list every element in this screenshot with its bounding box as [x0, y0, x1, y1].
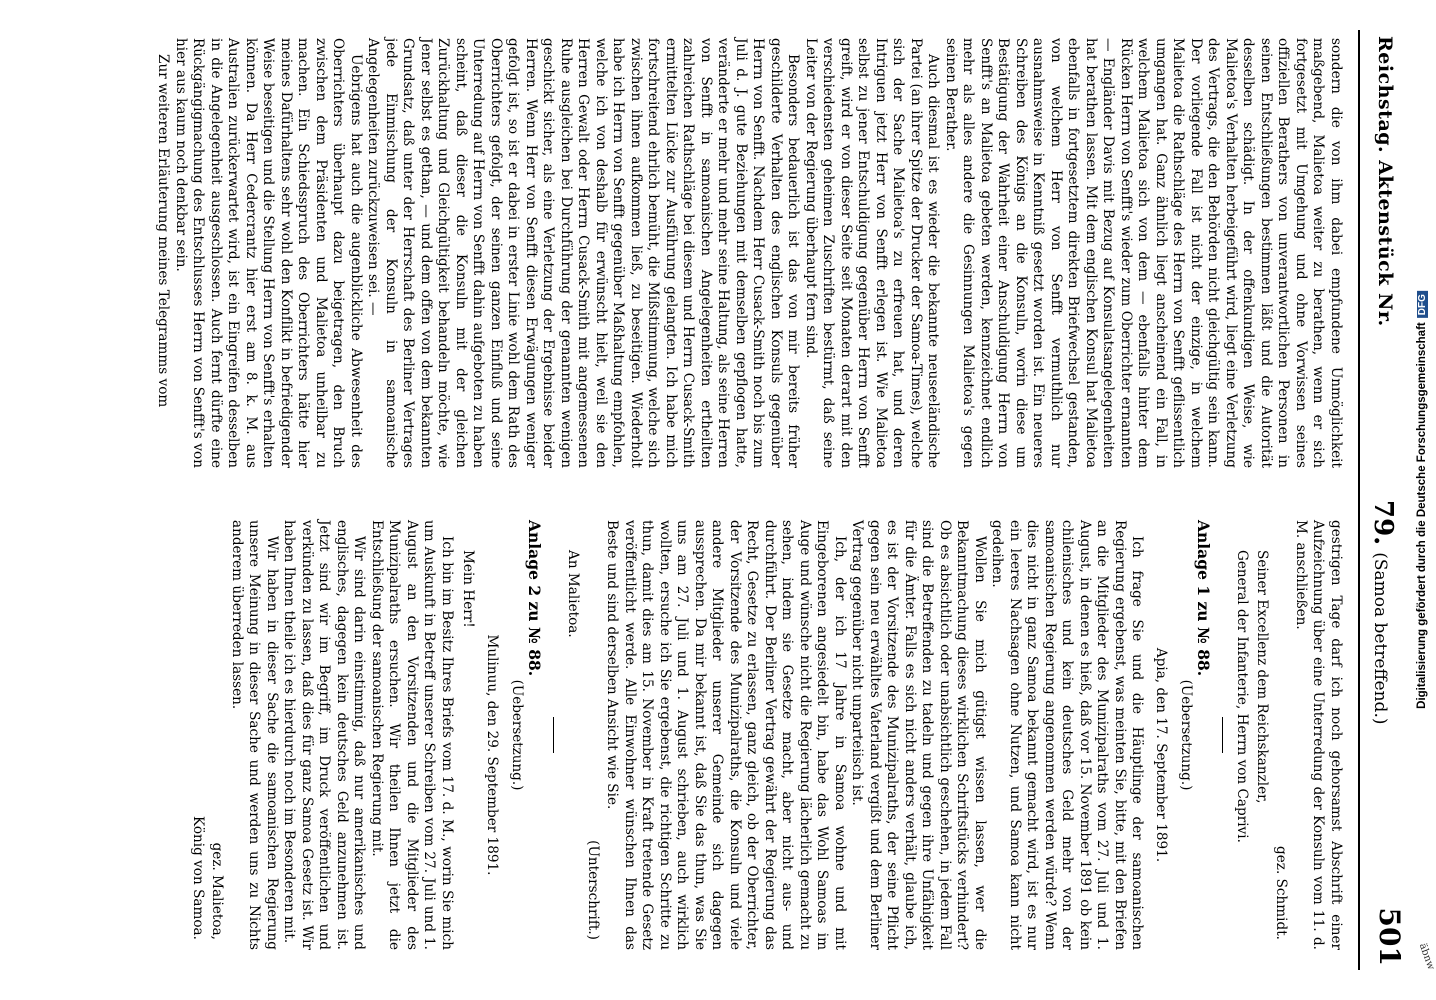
page-header	[1358, 30, 1410, 970]
credit-text: Digitalisierung gefördert durch die Deutsche Forschungsgemeinschaft	[1416, 322, 1428, 709]
paragraph: Besonders bedauerlich ist das von mir bereits früher geschilderte Verhalten des englischen Konsuls gegenüber Herrn von Senfft. Nachdem Herr Cusack-Smith noch bis zum Juli d. J. gute Beziehungen mit demselben gepflogen hatte, veränderte er mehr und mehr seine Haltung, als seine Herren von Senfft in samoanischen Angelegenheiten ertheilten zahlreichen Rathschläge bei diesem und Herrn Cusack-Smith ermittelten Lücke zur Ausführung gelangten. Ich habe mich fortschreitend ehrlich bemüht, die Mißstimmung, welche sich zwischen ihnen aufkommen ließ, zu beseitigen. Wiederholt habe ich Herrn von Senfft gegenüber Maßhaltung empfohlen, welche ich von deshalb für erwünscht hielt, weil sie den Herren Gewalt oder Herrn Cusack-Smith mit angemessenen Ruhe ausgleichen bei Durchführung der genannten wenigen geschickt sicher, als eine Verletzung der Ergebnisse beider Herren. Wenn Herr von Senfft diesen Erwägungen weniger gefolgt ist, so ist er dabei in erster Linie wohl dem Rath des Oberrichters gefolgt, der seinen ganzen Einfluß und seine Unterredung auf Herrn von Senfft dahin aufgeboten zu haben scheint, daß dieser die Konsuln mit der gleichen Zurückhaltung und Gleichgültigkeit behandeln möchte, wie Jener selbst es gethan, — und dem offen von dem bekannten Grundsatz, daß unter der Herrschaft des Berliner Vertrages jede Einmischung der Konsuln in samoanische Angelegenheiten zurückzuweisen sei. —	[365, 38, 802, 468]
attachment-subheading: (Uebersetzung.)	[509, 679, 526, 791]
paragraph: gestrigen Tage darf ich noch gehorsamst Abschrift einer Aufzeichnung über eine Unterredung der Konsuln vom 11. d. M. anschließen.	[1293, 520, 1344, 950]
right-column	[187, 520, 1345, 950]
addressee-line: General der Infanterie, Herrn von Caprivi.	[1234, 550, 1251, 843]
paragraph: sondern die von ihm dabei empfundene Unmöglichkeit maßgebend, Malietoa weiter zu berathen, wenn er sich fortgesetzt mit Umgehung und ohne Vorwissen seines offiziellen Berathers von unverantwortlichen Personen in seinen Entschließungen bestimmen läßt und die Autorität desselben schädigt. In der offenkundigen Weise, wie Malietoa's Verhalten herbeigeführt wird, liegt eine Verletzung des Vertrags, die den Behörden nicht gleichgültig sein kann. Der vorliegende Fall ist nicht der einzige, in welchem Malietoa die Rathschläge des Herrn von Senfft geflissentlich umgangen hat. Ganz ähnlich liegt anscheinend ein Fall, in welchem Malietoa sich von dem — ebenfalls hinter dem Rücken Herrn von Senfft's wieder zum Oberrichter ernannten — Engländer Davis mit Bezug auf Konsulatsangelegenheiten hat berathen lassen. Mit dem englischen Konsul hat Malietoa ebenfalls in fortgesetztem direkten Briefwechsel gestanden, von welchem Herr von Senfft vermuthlich nur ausnahmsweise in Kenntniß gesetzt worden ist. Ein neueres Schreiben des Königs an die Konsuln, worin diese um Bestätigung der Wahrheit einer Anschuldigung Herrn von Senfft's an Malietoa gebeten werden, kennzeichnet endlich mehr als alles andere die Gesinnungen Malietoa's gegen seinen Berather.	[943, 38, 1344, 468]
paragraph: Uebrigens hat auch die augenblickliche Abwesenheit des Oberrichters überhaupt dazu beigetragen, den Bruch zwischen dem Präsidenten und Malietoa unheilbar zu machen. Ein Schiedsspruch des Oberrichters hätte hier meines Dafürhaltens sehr wohl den Konflikt in befriedigender Weise beseitigen und die Stellung Herrn von Senfft's erhalten können. Da Herr Cedercrantz hier erst am 8. k. M. aus Australien zurückerwartet wird, ist ein Eingreifen desselben in die Angelegenheit ausgeschlossen. Auch fernt dürfte eine Rückgängigmachung des Entschlusses Herrn von Senfft's von hier aus kaum noch denkbar sein.	[173, 38, 364, 468]
page-number: 501	[1373, 907, 1406, 966]
header-title: Reichstag. Aktenstück Nr.	[1374, 36, 1396, 327]
paragraph: Zur weiteren Erläuterung meines Telegramms vom	[155, 54, 172, 408]
header-subject: (Samoa betreffend.)	[1370, 552, 1390, 725]
paragraph: Ich, der ich 17 Jahre in Samoa wohne und mit Eingeborenen angesiedelt bin, habe das Wohl Samoas im Auge und wünsche nicht die Regierung lächerlich gemacht zu sehen, indem sie Gesetze macht, aber nicht aus- und durchführt. Der Berliner Vertrag gewährt der Regierung das Recht, Gesetze zu erlassen, ganz gleich, ob der Oberrichter, der Vorsitzende des Munizipalraths, die Konsuln und viele andere Mitglieder unserer Gemeinde sich dagegen aussprechen. Da mir bekannt ist, daß Sie das thun, was Sie uns am 27. Juli und 1. August schrieben, auch wirklich wollten, ersuche ich Sie ergebenst, die richtigen Schritte zu thun, damit dies am 15. November in Kraft tretende Gesetz veröffentlicht werde. Alle Einwohner wünschen Ihnen das Beste und sind derselben Ansicht wie Sie.	[604, 520, 848, 950]
letter-date: Apia, den 17. September 1891.	[1153, 647, 1169, 863]
attachment-subheading: (Uebersetzung.)	[1178, 679, 1195, 791]
signature: (Unterschrift.)	[585, 840, 601, 940]
signature: gez. Malietoa,	[209, 842, 226, 940]
recipient: An Malietoa.	[565, 550, 582, 638]
letter-date: Mulinuu, den 29. September 1891.	[484, 634, 500, 876]
dfg-logo: DFG	[1417, 291, 1428, 318]
digitization-credit	[1416, 291, 1428, 709]
document-number: 79.	[1368, 500, 1398, 546]
left-column	[154, 38, 1344, 468]
paragraph: Auch diesmal ist es wieder die bekannte neuseeländische Partei (an ihrer Spitze der Drucker der Samoa-Times), welche sich der Sache Malietoa's zu erfreuen hat, und deren Intriguen jetzt Herr von Senfft erlegen ist. Wie Malietoa selbst zu jener Entschuldigung gegenüber Herrn von Senfft greift, wird er von dieser Seite seit Monaten derart mit den verschiedensten geheimen Zuschriften bestürmt, daß seine Leiter von der Regierung überhaupt fern sind.	[803, 38, 942, 468]
header-document-number	[1368, 500, 1398, 724]
attachment-heading: Anlage 2 zu № 88.	[525, 520, 544, 677]
attachment-heading: Anlage 1 zu № 88.	[1194, 520, 1213, 677]
signature: gez. Schmidt.	[1273, 846, 1290, 940]
divider	[553, 717, 554, 753]
paragraph: Ich frage Sie und die Häuptlinge der samoanischen Regierung ergebenst, was meinten Sie, bitte, mit den Briefen an die Mitglieder des Munizipalraths vom 27. Juli und 1. August, in denen es hieß, daß vor 15. November 1891 ob kein chilenisches und kein deutsches Geld mehr von der samoanischen Regierung angenommen werden würde? Wenn dies nicht in ganz Samoa bekannt gemacht wird, ist es nur ein leeres Nachsagen ohne Nutzen, und Samoa kann nicht gedeihen.	[989, 520, 1146, 950]
salutation: Mein Herr!	[460, 550, 477, 628]
paragraph: Ich bin im Besitz Ihres Briefs vom 17. d. M., worin Sie mich um Auskunft in Betreff unserer Schreiben vom 27. Juli und 1. August an den Vorsitzenden und die Mitglieder des Munizipalraths ersuchen. Wir theilen Ihnen jetzt die Entschließung der samoanischen Regierung mit.	[369, 520, 455, 950]
paragraph: Wir haben in dieser Sache die samoanischen Regierung unsere Meinung in dieser Sache und werden uns zu Nichts anderem überreden lassen.	[229, 520, 280, 950]
addressee-line: Seiner Excellenz dem Reichskanzler,	[1254, 550, 1270, 804]
paragraph: Wollen Sie mich gütigst wissen lassen, wer die Bekanntmachung dieses wirklichen Schriftstücks verhindert? Ob es absichtlich oder unabsichtlich geschehen, in jedem Fall sind die Betreffenden zu tadeln und gegen ihre Unfähigkeit für die Ämter. Falls es sich nicht anders verhält, glaube ich, es ist der Vorsitzende des Munizipalraths, der seine Pflicht gegen sein neu erwähltes Vaterland vergißt und dem Berliner Vertrag gegenüber nicht unparteiisch ist.	[849, 520, 988, 950]
divider	[1222, 717, 1223, 753]
paragraph: Wir sind darin einstimmig, daß nur amerikanisches und englisches, dagegen kein deutsches Geld anzunehmen ist. Jetzt sind wir im Begriff, im Druck veröffentlichen und verkünden zu lassen, daß dies für ganz Samoa Gesetz ist. Wir haben Ihnen theile ich es hierdurch noch im Besonderen mit.	[281, 520, 368, 950]
signature-title: König von Samoa.	[190, 816, 206, 940]
crop-mark: äbnw	[1416, 941, 1436, 972]
